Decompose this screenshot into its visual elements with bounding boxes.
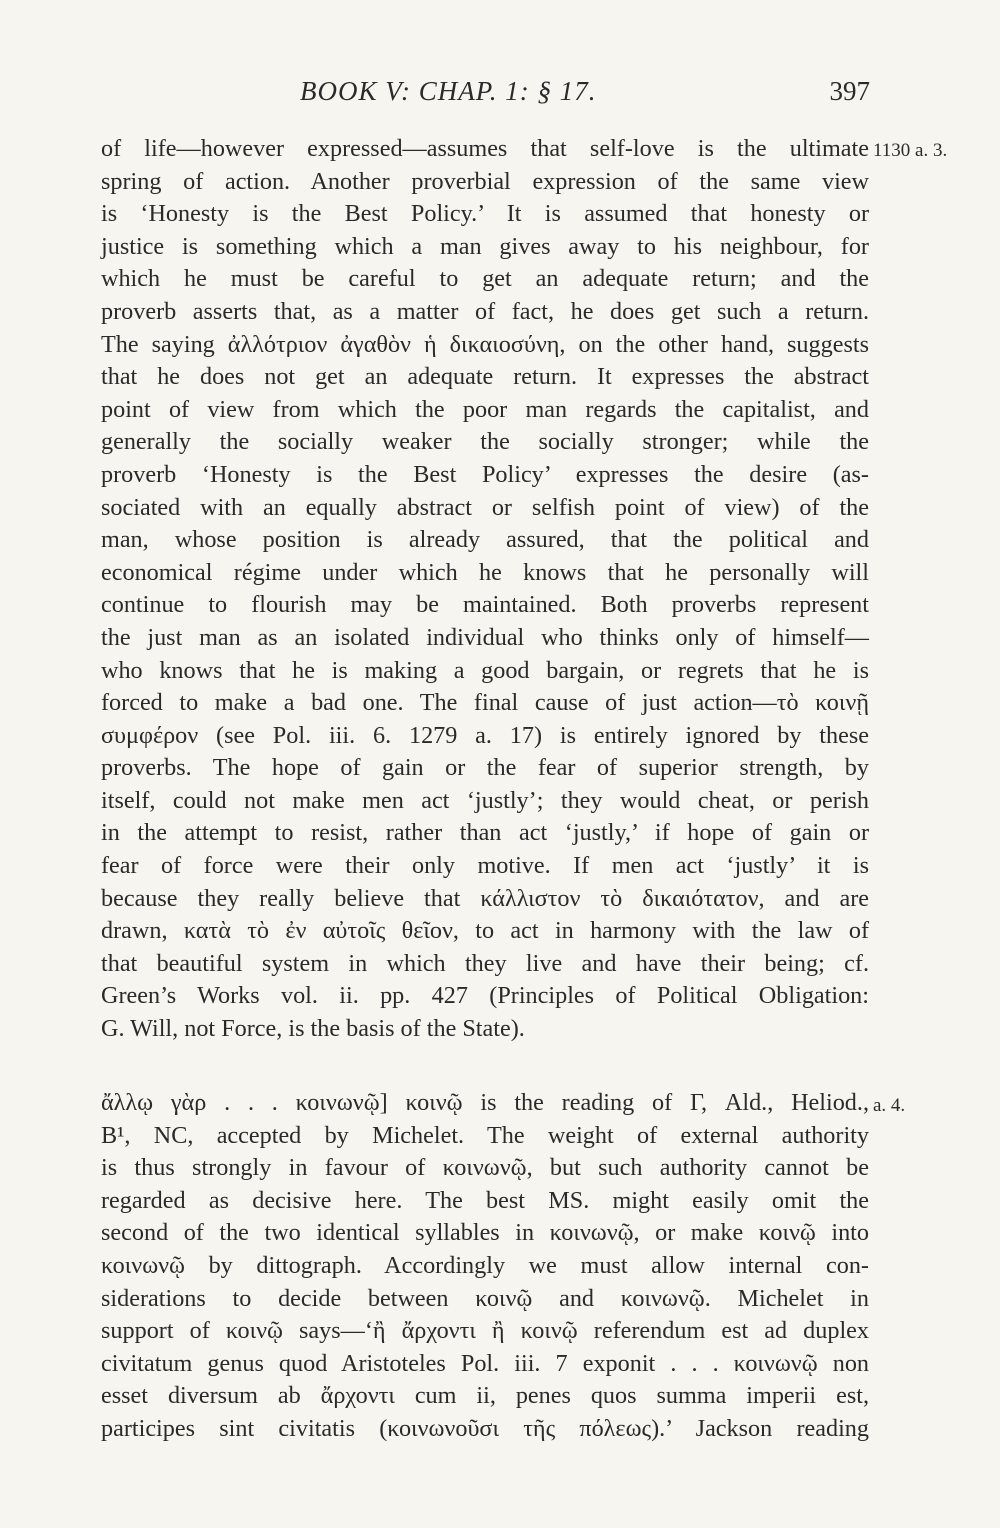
running-head: BOOK V: CHAP. 1: § 17. [300,76,597,106]
text-line: that beautiful system in which they live and have their being; cf. [101,949,869,977]
text-line: Green’s Works vol. ii. pp. 427 (Principles of Political Obligation: [101,982,869,1010]
text-line: ἄλλῳ γὰρ . . . κοινωνῷ] κοινῷ is the reading of Γ, Ald., Heliod., [101,1089,869,1116]
text-line: spring of action. Another proverbial expression of the same view [101,167,869,195]
text-line: κοινωνῷ by dittograph. Accordingly we must allow internal con- [101,1251,869,1279]
text-line: siderations to decide between κοινῷ and κοινωνῷ. Michelet in [101,1284,869,1312]
text-line: sociated with an equally abstract or selfish point of view) of the [101,493,869,521]
text-line: is thus strongly in favour of κοινωνῷ, but such authority cannot be [101,1154,869,1182]
text-line: G. Will, not Force, is the basis of the State). [101,1015,525,1043]
text-line: συμφέρον (see Pol. iii. 6. 1279 a. 17) is entirely ignored by these [101,721,869,749]
text-line: participes sint civitatis (κοινωνοῦσι τῆς πόλεως).’ Jackson reading [101,1414,869,1442]
text-line: is ‘Honesty is the Best Policy.’ It is assumed that honesty or [101,200,869,228]
text-line: of life—however expressed—assumes that self-love is the ultimate [101,135,869,162]
page-number: 397 [829,76,870,106]
page-header [300,76,870,116]
text-line: proverb ‘Honesty is the Best Policy’ expresses the desire (as- [101,460,869,488]
text-line: that he does not get an adequate return. It expresses the abstract [101,363,869,391]
margin-reference-1: 1130 a. 3. [873,140,948,161]
text-line: civitatum genus quod Aristoteles Pol. iii. 7 exponit . . . κοινωνῷ non [101,1349,869,1377]
text-line: esset diversum ab ἄρχοντι cum ii, penes quos summa imperii est, [101,1382,869,1410]
text-line: drawn, κατὰ τὸ ἐν αὐτοῖς θεῖον, to act in harmony with the law of [101,917,869,945]
text-line: forced to make a bad one. The final cause of just action—τὸ κοινῇ [101,689,869,717]
text-line: support of κοινῷ says—‘ἢ ἄρχοντι ἢ κοινῷ referendum est ad duplex [101,1317,869,1345]
text-line: second of the two identical syllables in κοινωνῷ, or make κοινῷ into [101,1219,869,1247]
text-line: itself, could not make men act ‘justly’; they would cheat, or perish [101,786,869,814]
text-line: fear of force were their only motive. If men act ‘justly’ it is [101,852,869,880]
margin-reference-2: a. 4. [873,1095,906,1116]
text-line: generally the socially weaker the socially stronger; while the [101,428,869,456]
text-line: who knows that he is making a good bargain, or regrets that he is [101,656,869,684]
text-line: B¹, NC, accepted by Michelet. The weight of external authority [101,1121,869,1149]
text-line: proverb asserts that, as a matter of fact, he does get such a return. [101,297,869,325]
text-line: because they really believe that κάλλιστον τὸ δικαιότατον, and are [101,884,869,912]
text-line: economical régime under which he knows that he personally will [101,558,869,586]
text-line: continue to flourish may be maintained. Both proverbs represent [101,591,869,619]
text-line: which he must be careful to get an adequate return; and the [101,265,869,293]
text-line: point of view from which the poor man regards the capitalist, and [101,395,869,423]
paragraph-commentary-2 [101,1087,869,1446]
text-line: proverbs. The hope of gain or the fear of superior strength, by [101,754,869,782]
paragraph-commentary-1 [101,133,869,1046]
text-line: in the attempt to resist, rather than act ‘justly,’ if hope of gain or [101,819,869,847]
text-line: The saying ἀλλότριον ἀγαθὸν ἡ δικαιοσύνη, on the other hand, suggests [101,330,869,358]
text-line: the just man as an isolated individual who thinks only of himself— [101,623,869,651]
text-line: justice is something which a man gives away to his neighbour, for [101,232,869,260]
text-line: regarded as decisive here. The best MS. might easily omit the [101,1186,869,1214]
text-line: man, whose position is already assured, that the political and [101,526,869,554]
